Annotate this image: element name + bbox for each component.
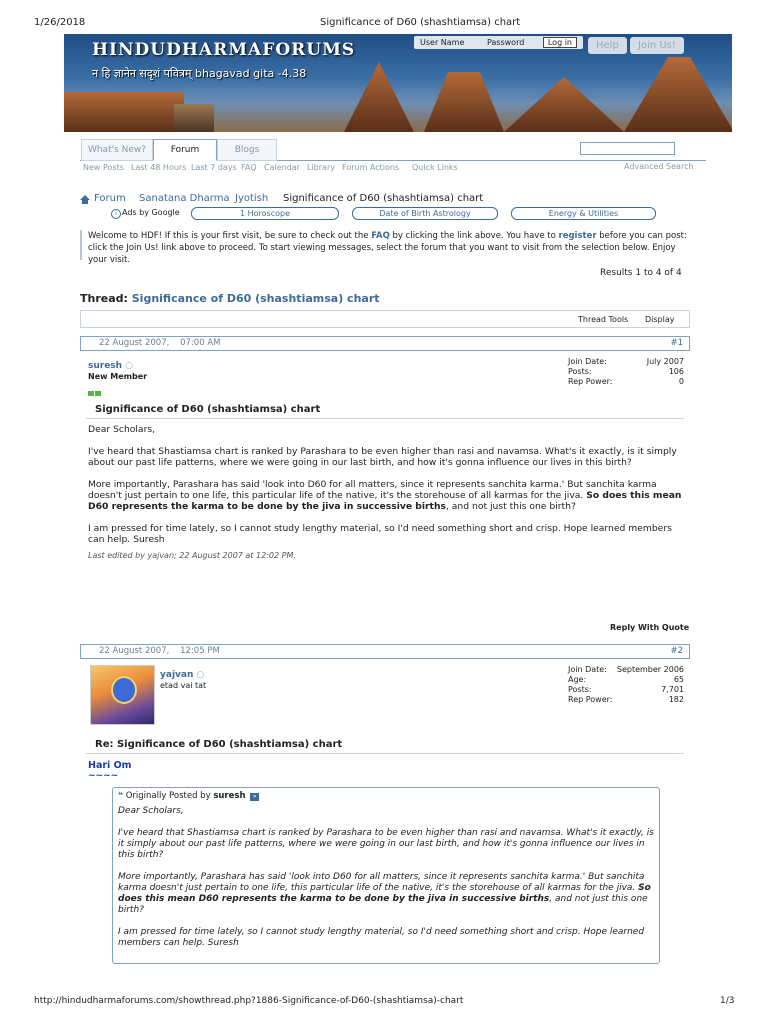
post-2-divider — [86, 753, 684, 754]
print-footer-url: http://hindudharmaforums.com/showthread.php?1886-Significance-of-D60-(shashtiamsa)-chart — [34, 996, 464, 1006]
ads-by-google-label: Ads by Google — [122, 208, 180, 217]
tab-forum[interactable]: Forum — [153, 139, 217, 161]
password-label[interactable]: Password — [486, 38, 525, 47]
quote-para-1: I've heard that Shastiamsa chart is ranked by Parashara to be even higher than rasi and navamsa. What's it exactly, is it simply about our past life patterns, where we were going in our last birth, and how it's gonna influence our lives in this birth? — [118, 828, 654, 860]
subnav-last-7[interactable]: Last 7 days — [191, 163, 237, 172]
post-1-title: Significance of D60 (shashtiamsa) chart — [95, 404, 321, 415]
post-2-username[interactable]: yajvan ○ — [160, 670, 205, 680]
post-1-greeting: Dear Scholars, — [88, 424, 156, 435]
site-tagline: न हि ज्ञानेन सदृशं पवित्रम् bhagavad gita -4.38 — [92, 67, 307, 80]
quote-para-2: More importantly, Parashara has said 'look into D60 for all matters, since it represents sanchita karma.' But sanchita karma doesn't just pertain to one life, this particular life of the native, it's the storehouse of all karmas for the jiva. So does this mean D60 represents the karma to be done by the jiva in successive births, and not just this one birth? — [118, 872, 651, 915]
tab-blogs[interactable]: Blogs — [217, 139, 277, 161]
breadcrumb-jyotish[interactable]: Jyotish — [235, 193, 269, 204]
ad-link-dob-astrology[interactable]: Date of Birth Astrology — [352, 207, 498, 220]
post-1-para-2: More importantly, Parashara has said 'look into D60 for all matters, since it represents sanchita karma.' But sanchita karma doesn't just pertain to one life, this particular life of the native, it's the storehouse of all karmas for the jiva. So does this mean D60 represents the karma to be done by the jiva in successive births, and not just this one birth? — [88, 479, 682, 512]
welcome-notice — [80, 230, 690, 265]
thread-title — [80, 292, 380, 305]
search-input[interactable] — [580, 142, 675, 155]
post-1-permalink[interactable]: #1 — [670, 338, 683, 348]
site-logo-text[interactable]: HINDUDHARMAFORUMS — [92, 40, 356, 60]
post-1-user-stats: Join Date: July 2007 Posts: 106 Rep Power: 0 — [568, 357, 684, 386]
post-2-user-stats: Join Date: September 2006 Age: 65 Posts: 7,701 Rep Power: 182 — [568, 665, 684, 704]
quote-greeting: Dear Scholars, — [118, 806, 184, 816]
notice-text-3: before you can post: click the Join Us! link above to proceed. To start viewing messages, select the forum that you want to visit from the selection below. Enjoy your visit. — [88, 231, 687, 265]
post-1-username[interactable]: suresh ○ — [88, 361, 134, 371]
login-form — [414, 36, 583, 49]
display-menu[interactable]: Display — [645, 315, 675, 324]
post-1-date: 22 August 2007, 07:00 AM — [99, 338, 221, 348]
ad-link-energy[interactable]: Energy & Utilities — [511, 207, 656, 220]
ad-choices-icon[interactable]: i — [111, 209, 121, 219]
post-2-avatar[interactable] — [90, 665, 155, 725]
post-2-header — [80, 644, 690, 659]
tab-whats-new[interactable]: What's New? — [81, 139, 153, 161]
results-count: Results 1 to 4 of 4 — [600, 268, 682, 278]
post-2-date: 22 August 2007, 12:05 PM — [99, 646, 220, 656]
subnav-forum-actions[interactable]: Forum Actions — [342, 163, 400, 172]
subnav-last-48[interactable]: Last 48 Hours — [131, 163, 187, 172]
join-link[interactable]: Join Us! — [630, 37, 684, 54]
quote-prefix: Originally Posted by — [125, 791, 214, 801]
subnav-quick-links[interactable]: Quick Links — [412, 163, 458, 172]
thread-prefix: Thread: — [80, 292, 132, 305]
breadcrumb-current: Significance of D60 (shashtiamsa) chart — [283, 193, 484, 204]
post-1-reply-with-quote[interactable]: Reply With Quote — [610, 623, 690, 632]
post-2-permalink[interactable]: #2 — [670, 646, 683, 656]
breadcrumb-sanatana-dharma[interactable]: Sanatana Dharma — [139, 193, 230, 204]
post-1-reputation — [88, 381, 102, 400]
post-1-edited-note: Last edited by yajvan; 22 August 2007 at 12:02 PM. — [88, 551, 296, 560]
subnav-new-posts[interactable]: New Posts — [83, 163, 124, 172]
post-2-hari-om: Hari Om — [88, 760, 132, 771]
quote-icon: ❝ — [118, 791, 123, 801]
subnav-faq[interactable]: FAQ — [241, 163, 257, 172]
quote-body — [118, 806, 654, 960]
subnav-calendar[interactable]: Calendar — [264, 163, 300, 172]
print-date: 1/26/2018 — [34, 17, 86, 28]
thread-title-link[interactable]: Significance of D60 (shashtiamsa) chart — [131, 292, 380, 305]
notice-text-1: Welcome to HDF! If this is your first visit, be sure to check out the — [88, 231, 372, 241]
username-label[interactable]: User Name — [420, 38, 465, 47]
print-title: Significance of D60 (shashtiamsa) chart — [320, 17, 521, 28]
notice-text-2: by clicking the link above. You have to — [389, 231, 559, 241]
post-1-para-1: I've heard that Shastiamsa chart is ranked by Parashara to be even higher than rasi and navamsa. What's it exactly, is it simply about our past life patterns, where we were going in our last birth, and how it's gonna influence our lives in this birth? — [88, 446, 677, 468]
post-1-user-title: New Member — [88, 372, 148, 381]
login-button[interactable]: Log in — [543, 37, 577, 48]
faq-link[interactable]: FAQ — [371, 231, 390, 241]
quote-header — [118, 791, 259, 801]
quote-user[interactable]: suresh — [213, 791, 246, 801]
print-footer-page: 1/3 — [720, 996, 735, 1006]
thread-tools-menu[interactable]: Thread Tools — [578, 315, 629, 324]
ad-link-horoscope[interactable]: 1 Horoscope — [191, 207, 339, 220]
advanced-search-link[interactable]: Advanced Search — [624, 162, 694, 171]
subnav-library[interactable]: Library — [307, 163, 335, 172]
view-post-icon[interactable]: » — [250, 793, 259, 801]
breadcrumb-forum[interactable]: Forum — [94, 193, 126, 204]
post-1-para-3: I am pressed for time lately, so I cannot study lengthy material, so I'd need something short and crisp. Hope learned members can help. Suresh — [88, 523, 672, 545]
home-icon-base — [82, 200, 88, 204]
register-link[interactable]: register — [558, 231, 597, 241]
post-2-user-title: etad vai tat — [160, 681, 207, 690]
post-2-tilde: ~~~~ — [88, 771, 119, 781]
post-1-divider — [86, 418, 684, 419]
post-1-header — [80, 336, 690, 351]
help-link[interactable]: Help — [588, 37, 627, 54]
post-2-title: Re: Significance of D60 (shashtiamsa) chart — [95, 739, 343, 750]
post-1-body — [88, 424, 686, 561]
quote-para-3: I am pressed for time lately, so I cannot study lengthy material, so I'd need something short and crisp. Hope learned members can help. Suresh — [118, 927, 645, 948]
